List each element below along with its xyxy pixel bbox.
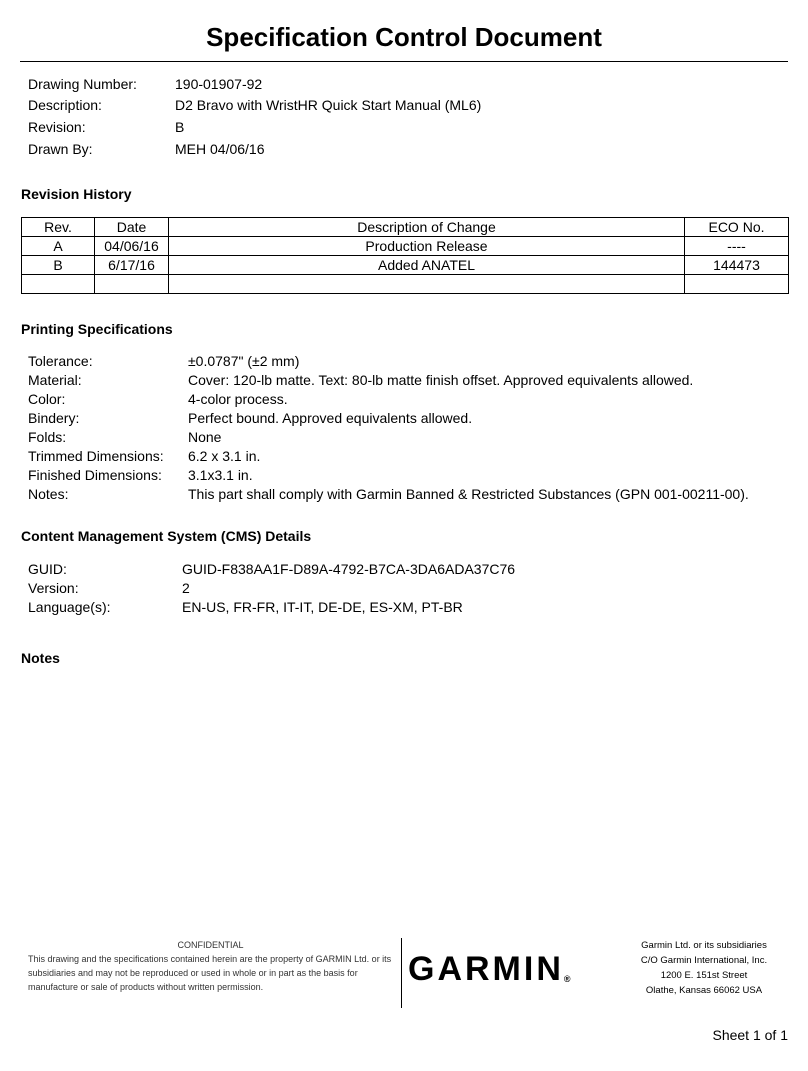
company-address	[620, 938, 788, 998]
bindery-value: Perfect bound. Approved equivalents allowed.	[188, 410, 473, 426]
rev-cell: A	[22, 237, 95, 256]
confidential-notice	[28, 938, 393, 994]
folds-label: Folds:	[28, 429, 67, 445]
garmin-logo-text: GARMIN	[408, 950, 564, 988]
material-value: Cover: 120-lb matte. Text: 80-lb matte finish offset. Approved equivalents allowed.	[188, 372, 694, 388]
date-cell: 04/06/16	[95, 237, 169, 256]
revision-history-heading: Revision History	[21, 186, 132, 202]
languages-label: Language(s):	[28, 599, 111, 615]
drawing-number-label: Drawing Number:	[28, 76, 137, 92]
revision-history-table	[21, 217, 789, 294]
notes-value: This part shall comply with Garmin Banned & Restricted Substances (GPN 001-00211-00).	[188, 486, 749, 502]
version-label: Version:	[28, 580, 79, 596]
eco-cell: 144473	[685, 256, 789, 275]
address-line: C/O Garmin International, Inc.	[640, 955, 768, 966]
footer-divider	[401, 938, 402, 1008]
material-label: Material:	[28, 372, 82, 388]
guid-value: GUID-F838AA1F-D89A-4792-B7CA-3DA6ADA37C76	[182, 561, 516, 577]
description-cell: Production Release	[169, 237, 685, 256]
notes-label: Notes:	[28, 486, 69, 502]
description-value: D2 Bravo with WristHR Quick Start Manual (ML6)	[175, 97, 482, 113]
column-header-description: Description of Change	[169, 218, 685, 237]
folds-value: None	[188, 429, 222, 445]
drawn-by-value: MEH 04/06/16	[175, 141, 265, 157]
bindery-label: Bindery:	[28, 410, 80, 426]
languages-value: EN-US, FR-FR, IT-IT, DE-DE, ES-XM, PT-BR	[182, 599, 463, 615]
column-header-date: Date	[95, 218, 169, 237]
eco-cell	[685, 275, 789, 294]
registered-mark: ®	[563, 974, 571, 984]
table-row	[22, 275, 789, 294]
drawn-by-label: Drawn By:	[28, 141, 93, 157]
date-cell: 6/17/16	[95, 256, 169, 275]
rev-cell: B	[22, 256, 95, 275]
finished-dimensions-value: 3.1x3.1 in.	[188, 467, 253, 483]
address-line: 1200 E. 151st Street	[660, 970, 748, 981]
trimmed-dimensions-label: Trimmed Dimensions:	[28, 448, 164, 464]
column-header-eco: ECO No.	[685, 218, 789, 237]
version-value: 2	[182, 580, 190, 596]
garmin-logo	[408, 950, 571, 989]
revision-label: Revision:	[28, 119, 86, 135]
guid-label: GUID:	[28, 561, 67, 577]
tolerance-label: Tolerance:	[28, 353, 93, 369]
column-header-rev: Rev.	[22, 218, 95, 237]
sheet-number: Sheet 1 of 1	[712, 1027, 788, 1043]
title-divider	[20, 61, 788, 62]
table-row	[22, 237, 789, 256]
address-line: Olathe, Kansas 66062 USA	[645, 985, 763, 996]
drawing-number-value: 190-01907-92	[175, 76, 263, 92]
revision-value: B	[175, 119, 185, 135]
document-title: Specification Control Document	[206, 22, 602, 52]
description-label: Description:	[28, 97, 102, 113]
description-cell: Added ANATEL	[169, 256, 685, 275]
color-value: 4-color process.	[188, 391, 288, 407]
rev-cell	[22, 275, 95, 294]
date-cell	[95, 275, 169, 294]
description-cell	[169, 275, 685, 294]
address-line: Garmin Ltd. or its subsidiaries	[641, 940, 767, 951]
eco-cell: ----	[685, 237, 789, 256]
table-row	[22, 256, 789, 275]
confidential-text: This drawing and the specifications contained herein are the property of GARMIN Ltd. or its subsidiaries and may not be reproduced or used in whole or in part as the basis for manufacture or sale of products without written permission.	[28, 954, 392, 992]
notes-heading: Notes	[21, 650, 60, 666]
printing-specifications-heading: Printing Specifications	[21, 321, 173, 337]
color-label: Color:	[28, 391, 66, 407]
trimmed-dimensions-value: 6.2 x 3.1 in.	[188, 448, 261, 464]
confidential-heading: CONFIDENTIAL	[177, 940, 244, 950]
cms-details-heading: Content Management System (CMS) Details	[21, 528, 312, 544]
table-header-row	[22, 218, 789, 237]
finished-dimensions-label: Finished Dimensions:	[28, 467, 162, 483]
tolerance-value: ±0.0787" (±2 mm)	[188, 353, 300, 369]
